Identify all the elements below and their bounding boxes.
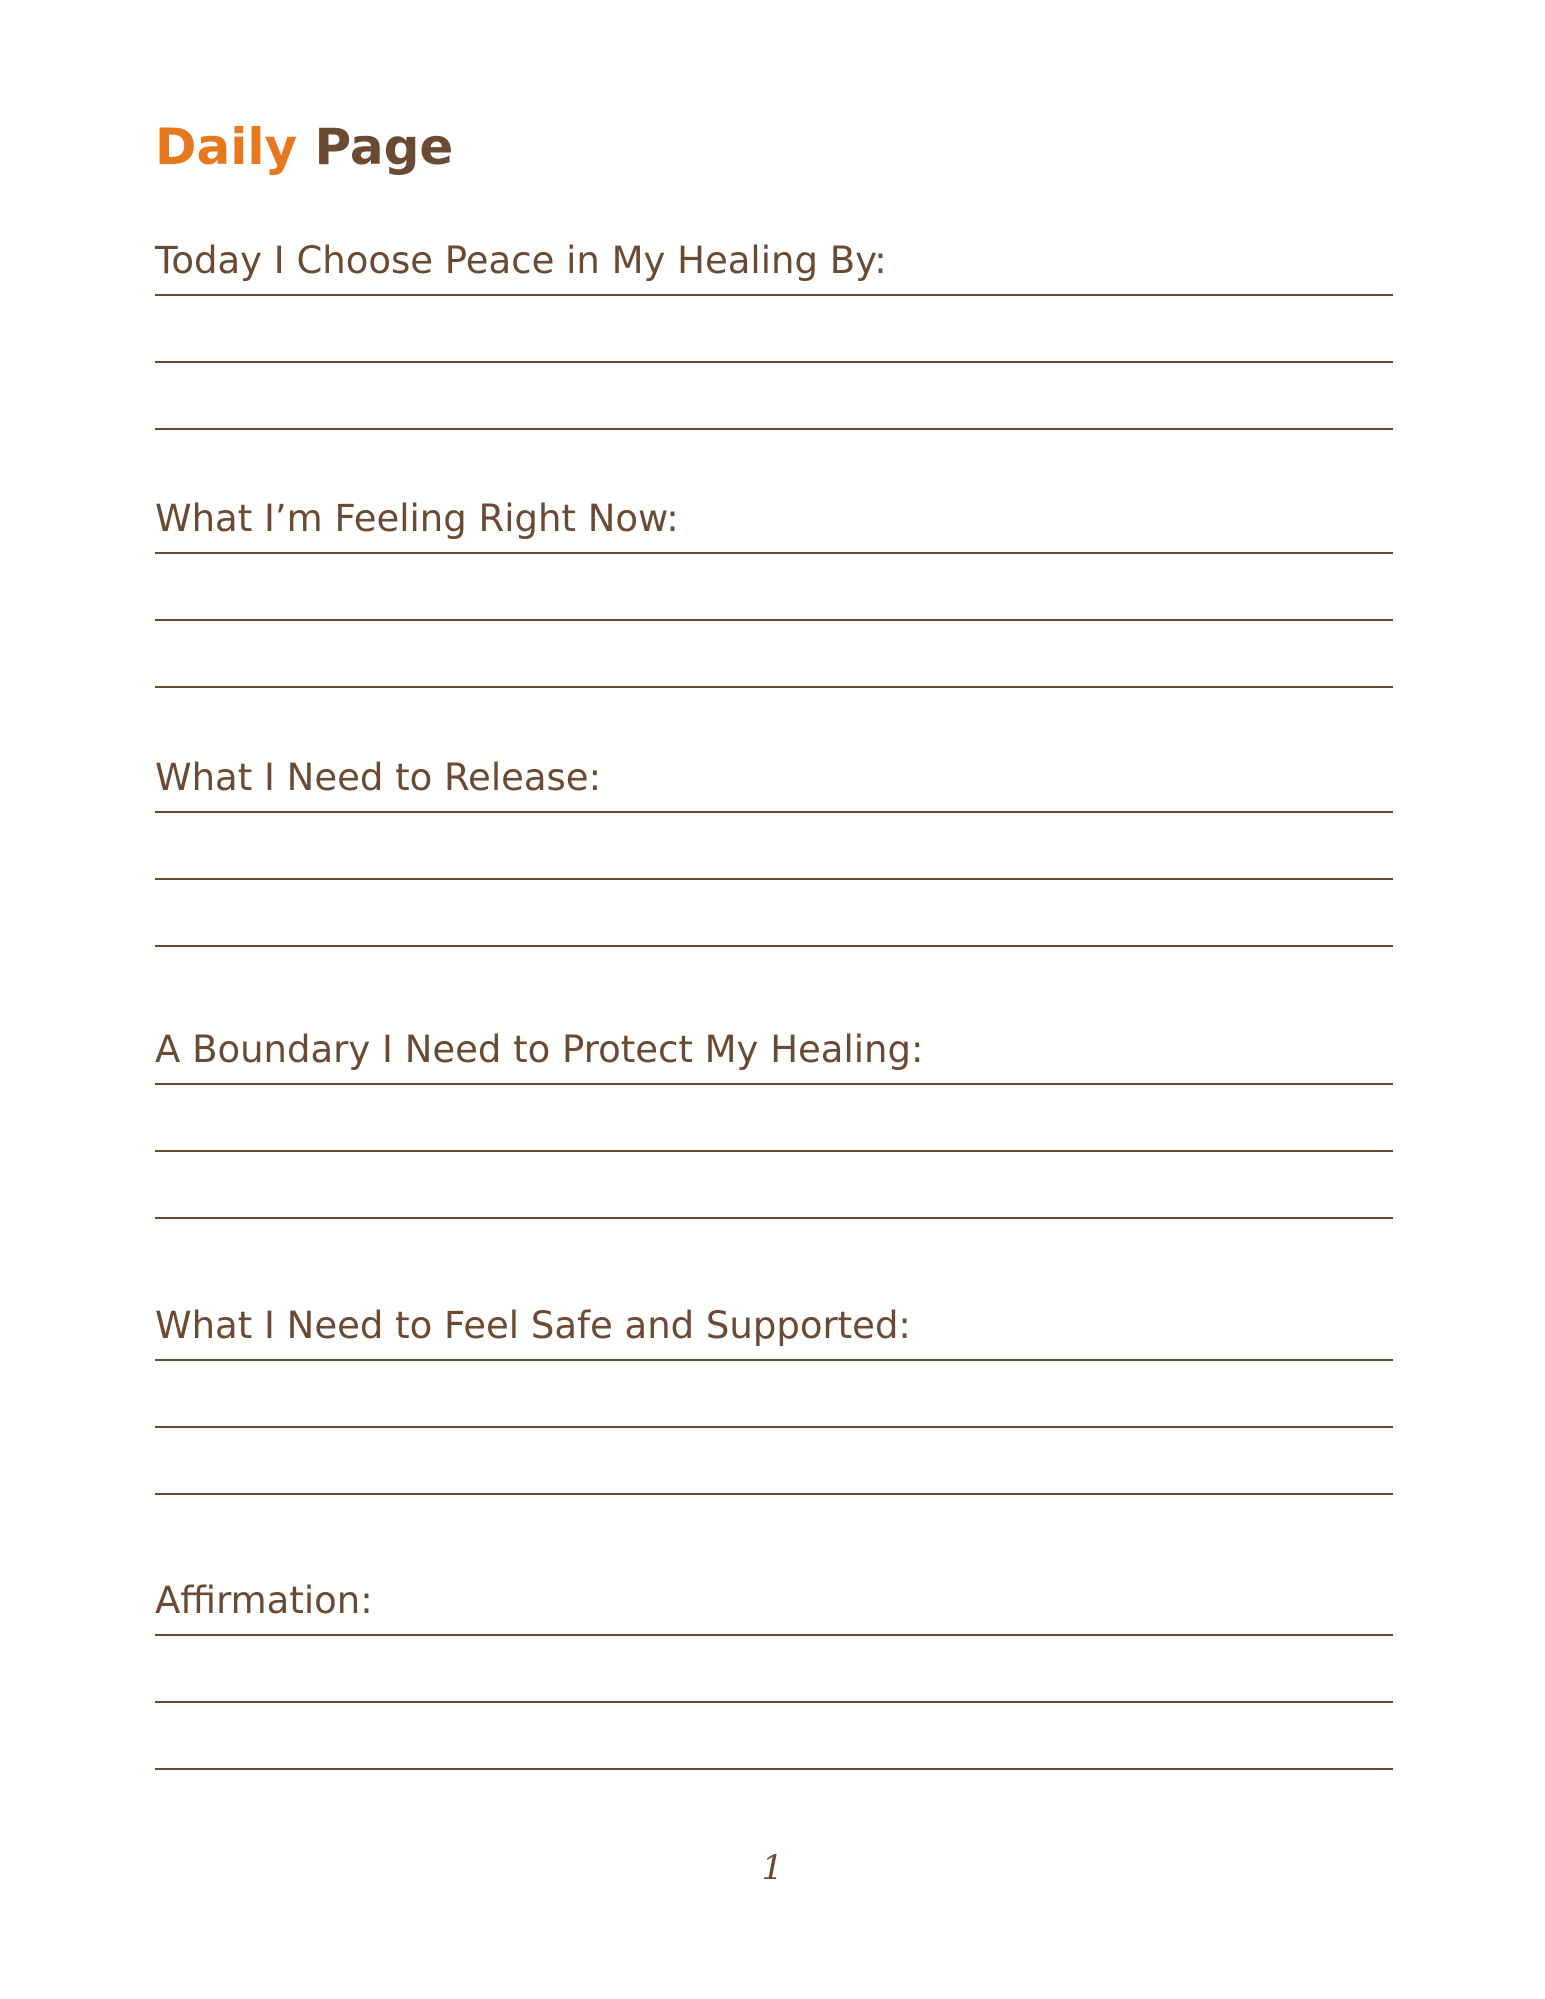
writing-line[interactable] bbox=[155, 1217, 1393, 1219]
writing-line[interactable] bbox=[155, 1701, 1393, 1703]
page-title bbox=[155, 118, 454, 176]
writing-line[interactable] bbox=[155, 428, 1393, 430]
prompt-label: A Boundary I Need to Protect My Healing: bbox=[155, 1028, 924, 1071]
prompt-label: Today I Choose Peace in My Healing By: bbox=[155, 239, 887, 282]
writing-line[interactable] bbox=[155, 1359, 1393, 1361]
page-number: 1 bbox=[761, 1848, 784, 1888]
writing-line[interactable] bbox=[155, 1150, 1393, 1152]
writing-line[interactable] bbox=[155, 552, 1393, 554]
title-accent: Daily bbox=[155, 118, 298, 176]
prompt-label: What I Need to Release: bbox=[155, 756, 602, 799]
prompt-label: What I Need to Feel Safe and Supported: bbox=[155, 1304, 911, 1347]
writing-line[interactable] bbox=[155, 294, 1393, 296]
writing-line[interactable] bbox=[155, 686, 1393, 688]
writing-line[interactable] bbox=[155, 361, 1393, 363]
writing-line[interactable] bbox=[155, 1493, 1393, 1495]
writing-line[interactable] bbox=[155, 1083, 1393, 1085]
prompt-label: Affirmation: bbox=[155, 1579, 373, 1622]
title-main: Page bbox=[314, 118, 454, 176]
writing-line[interactable] bbox=[155, 619, 1393, 621]
writing-line[interactable] bbox=[155, 945, 1393, 947]
prompt-label: What I’m Feeling Right Now: bbox=[155, 497, 679, 540]
writing-line[interactable] bbox=[155, 1426, 1393, 1428]
writing-line[interactable] bbox=[155, 1634, 1393, 1636]
writing-line[interactable] bbox=[155, 811, 1393, 813]
writing-line[interactable] bbox=[155, 878, 1393, 880]
writing-line[interactable] bbox=[155, 1768, 1393, 1770]
